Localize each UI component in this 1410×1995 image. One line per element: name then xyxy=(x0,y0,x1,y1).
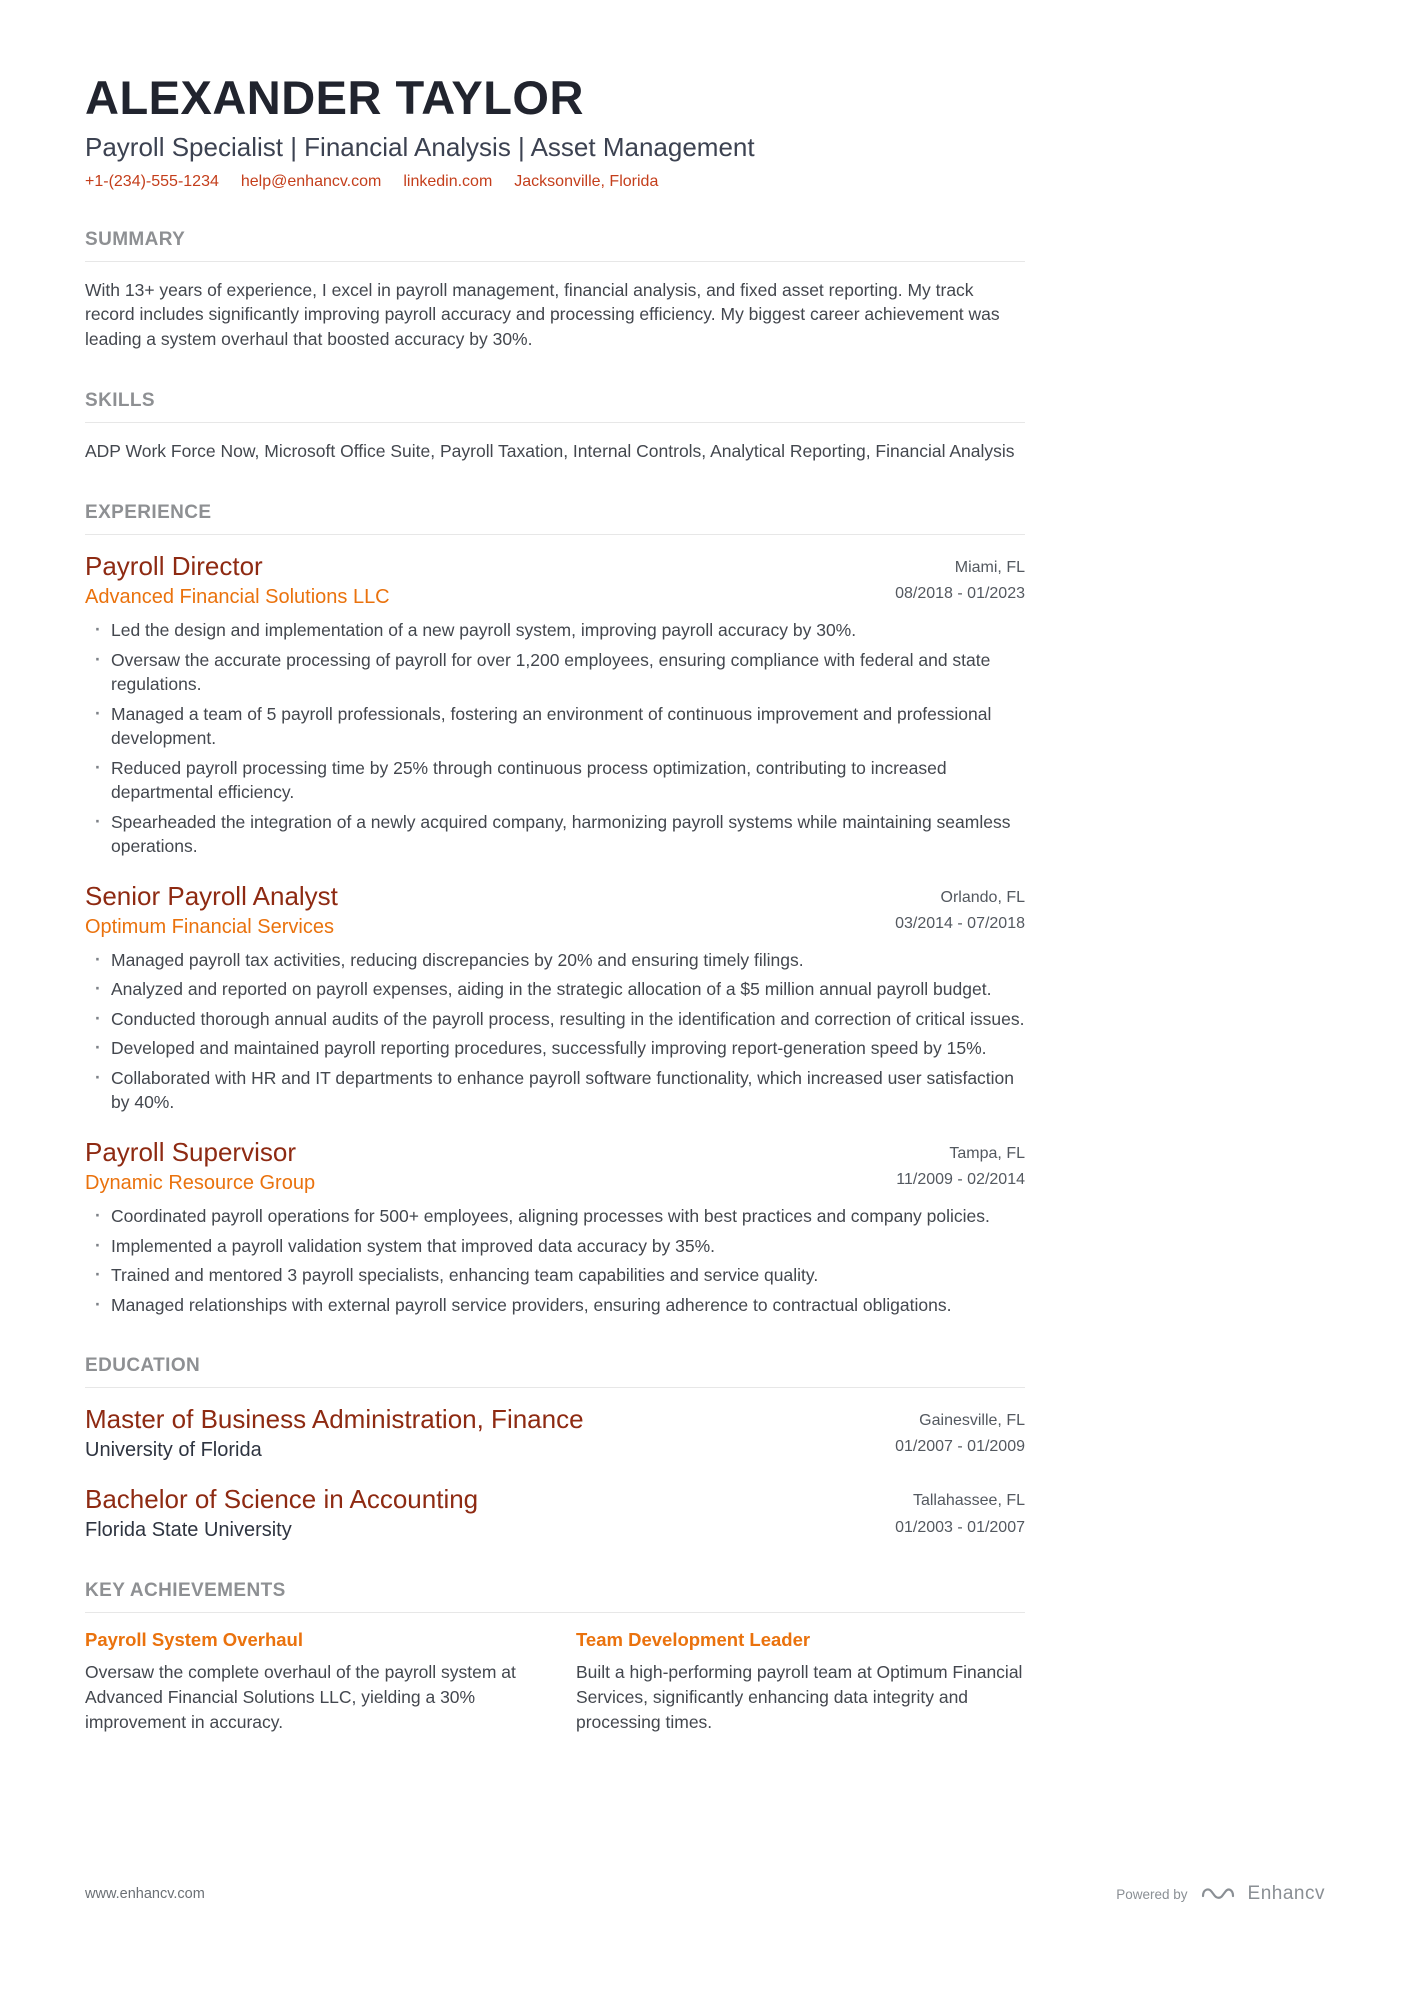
achievement-text: Built a high-performing payroll team at Optimum Financial Services, significantly enhancing data integrity and processing times. xyxy=(576,1662,1023,1733)
achievement-item xyxy=(576,1629,1025,1735)
job-dates: 08/2018 - 01/2023 xyxy=(895,585,1025,603)
job-bullet: · Managed relationships with external payroll service providers, ensuring adherence to contractual obligations. xyxy=(111,1293,1025,1318)
job-location: Tampa, FL xyxy=(949,1144,1025,1162)
footer-url-link[interactable]: www.enhancv.com xyxy=(85,1886,205,1902)
job-dates: 03/2014 - 07/2018 xyxy=(895,915,1025,933)
achievement-title: Team Development Leader xyxy=(576,1629,811,1651)
job-location: Miami, FL xyxy=(954,558,1025,576)
achievements-heading: KEY ACHIEVEMENTS xyxy=(85,1580,1025,1613)
job-bullet: · Reduced payroll processing time by 25% through continuous process optimization, contributing to increased departmental efficiency. xyxy=(111,756,1025,805)
degree-dates: 01/2007 - 01/2009 xyxy=(895,1438,1025,1456)
entry-meta xyxy=(895,1484,1025,1541)
section-summary xyxy=(85,229,1025,353)
job-bullet: · Collaborated with HR and IT departments to enhance payroll software functionality, which increased user satisfaction by 40%. xyxy=(111,1066,1025,1115)
job-title: Senior Payroll Analyst xyxy=(85,880,338,911)
experience-heading: EXPERIENCE xyxy=(85,502,1025,535)
footer-branding xyxy=(1116,1883,1325,1905)
contact-email[interactable]: help@enhancv.com xyxy=(240,172,382,190)
entry-meta xyxy=(895,551,1025,608)
job-title: Payroll Supervisor xyxy=(85,1136,296,1167)
entry-meta xyxy=(895,881,1025,938)
entry-meta xyxy=(895,1404,1025,1461)
contact-phone[interactable]: +1-(234)-555-1234 xyxy=(85,172,219,190)
education-heading: EDUCATION xyxy=(85,1355,1025,1388)
achievement-title: Payroll System Overhaul xyxy=(85,1629,303,1651)
job-bullet: · Spearheaded the integration of a newly acquired company, harmonizing payroll systems while maintaining seamless operations. xyxy=(111,810,1025,859)
section-achievements xyxy=(85,1580,1025,1735)
degree-dates: 01/2003 - 01/2007 xyxy=(895,1518,1025,1536)
contact-linkedin[interactable]: linkedin.com xyxy=(403,172,493,190)
section-skills xyxy=(85,390,1025,464)
job-bullet: · Trained and mentored 3 payroll specialists, enhancing team capabilities and service quality. xyxy=(111,1263,1025,1288)
job-bullet: · Analyzed and reported on payroll expenses, aiding in the strategic allocation of a $5 million annual payroll budget. xyxy=(111,977,1025,1002)
job-company: Dynamic Resource Group xyxy=(85,1172,316,1195)
degree-title: Master of Business Administration, Finance xyxy=(85,1404,584,1435)
degree-school: University of Florida xyxy=(85,1439,262,1462)
skills-text: ADP Work Force Now, Microsoft Office Suite, Payroll Taxation, Internal Controls, Analytical Reporting, Financial Analysis xyxy=(85,441,1015,462)
job-title: Payroll Director xyxy=(85,550,263,581)
degree-school: Florida State University xyxy=(85,1519,292,1542)
resume-header xyxy=(85,72,1025,191)
job-company: Optimum Financial Services xyxy=(85,915,334,938)
experience-entry xyxy=(85,551,1025,859)
education-entry xyxy=(85,1404,1025,1462)
job-bullet: · Implemented a payroll validation system that improved data accuracy by 35%. xyxy=(111,1234,1025,1259)
job-bullet: · Managed payroll tax activities, reducing discrepancies by 20% and ensuring timely filings. xyxy=(111,948,1025,973)
job-bullet: · Managed a team of 5 payroll professionals, fostering an environment of continuous improvement and professional development. xyxy=(111,702,1025,751)
degree-location: Tallahassee, FL xyxy=(912,1492,1025,1510)
job-location: Orlando, FL xyxy=(940,888,1025,906)
experience-entry xyxy=(85,1137,1025,1317)
job-dates: 11/2009 - 02/2014 xyxy=(896,1171,1025,1189)
achievement-text: Oversaw the complete overhaul of the payroll system at Advanced Financial Solutions LLC, yielding a 30% improvement in accuracy. xyxy=(85,1662,516,1733)
summary-text: With 13+ years of experience, I excel in payroll management, financial analysis, and fixed asset reporting. My track record includes significantly improving payroll accuracy and processing efficiency. My biggest career achievement was leading a system overhaul that boosted accuracy by 30%. xyxy=(85,279,1000,350)
powered-by-label: Powered by xyxy=(1116,1886,1188,1902)
contact-location: Jacksonville, Florida xyxy=(514,172,659,190)
entry-header xyxy=(85,1484,1025,1542)
entry-header xyxy=(85,551,1025,609)
job-bullet: · Coordinated payroll operations for 500+ employees, aligning processes with best practices and company policies. xyxy=(111,1204,1025,1229)
job-bullets xyxy=(85,1204,1025,1317)
brand-name: Enhancv xyxy=(1247,1883,1325,1904)
entry-meta xyxy=(896,1137,1025,1194)
candidate-name: ALEXANDER TAYLOR xyxy=(85,71,584,124)
entry-header xyxy=(85,881,1025,939)
experience-entry xyxy=(85,881,1025,1115)
job-bullet: · Conducted thorough annual audits of the payroll process, resulting in the identification and correction of critical issues. xyxy=(111,1007,1025,1032)
job-bullet: · Developed and maintained payroll reporting procedures, successfully improving report-generation speed by 15%. xyxy=(111,1036,1025,1061)
job-company: Advanced Financial Solutions LLC xyxy=(85,586,390,609)
job-bullets xyxy=(85,948,1025,1115)
degree-title: Bachelor of Science in Accounting xyxy=(85,1484,479,1515)
summary-heading: SUMMARY xyxy=(85,229,1025,262)
education-entry xyxy=(85,1484,1025,1542)
resume-content xyxy=(85,72,1025,1735)
job-bullet: · Led the design and implementation of a new payroll system, improving payroll accuracy by 30%. xyxy=(111,618,1025,643)
page-footer xyxy=(85,1843,1325,1995)
section-experience xyxy=(85,502,1025,1317)
section-education xyxy=(85,1355,1025,1542)
job-bullet: · Oversaw the accurate processing of payroll for over 1,200 employees, ensuring compliance with federal and state regulations. xyxy=(111,648,1025,697)
candidate-headline: Payroll Specialist | Financial Analysis | Asset Management xyxy=(85,131,755,162)
contact-row xyxy=(85,173,1025,191)
job-bullets xyxy=(85,618,1025,859)
degree-location: Gainesville, FL xyxy=(919,1412,1025,1430)
achievement-item xyxy=(85,1629,534,1735)
skills-heading: SKILLS xyxy=(85,390,1025,423)
achievements-grid xyxy=(85,1629,1025,1735)
entry-header xyxy=(85,1404,1025,1462)
enhancv-wave-logo-icon xyxy=(1200,1883,1236,1905)
entry-header xyxy=(85,1137,1025,1195)
